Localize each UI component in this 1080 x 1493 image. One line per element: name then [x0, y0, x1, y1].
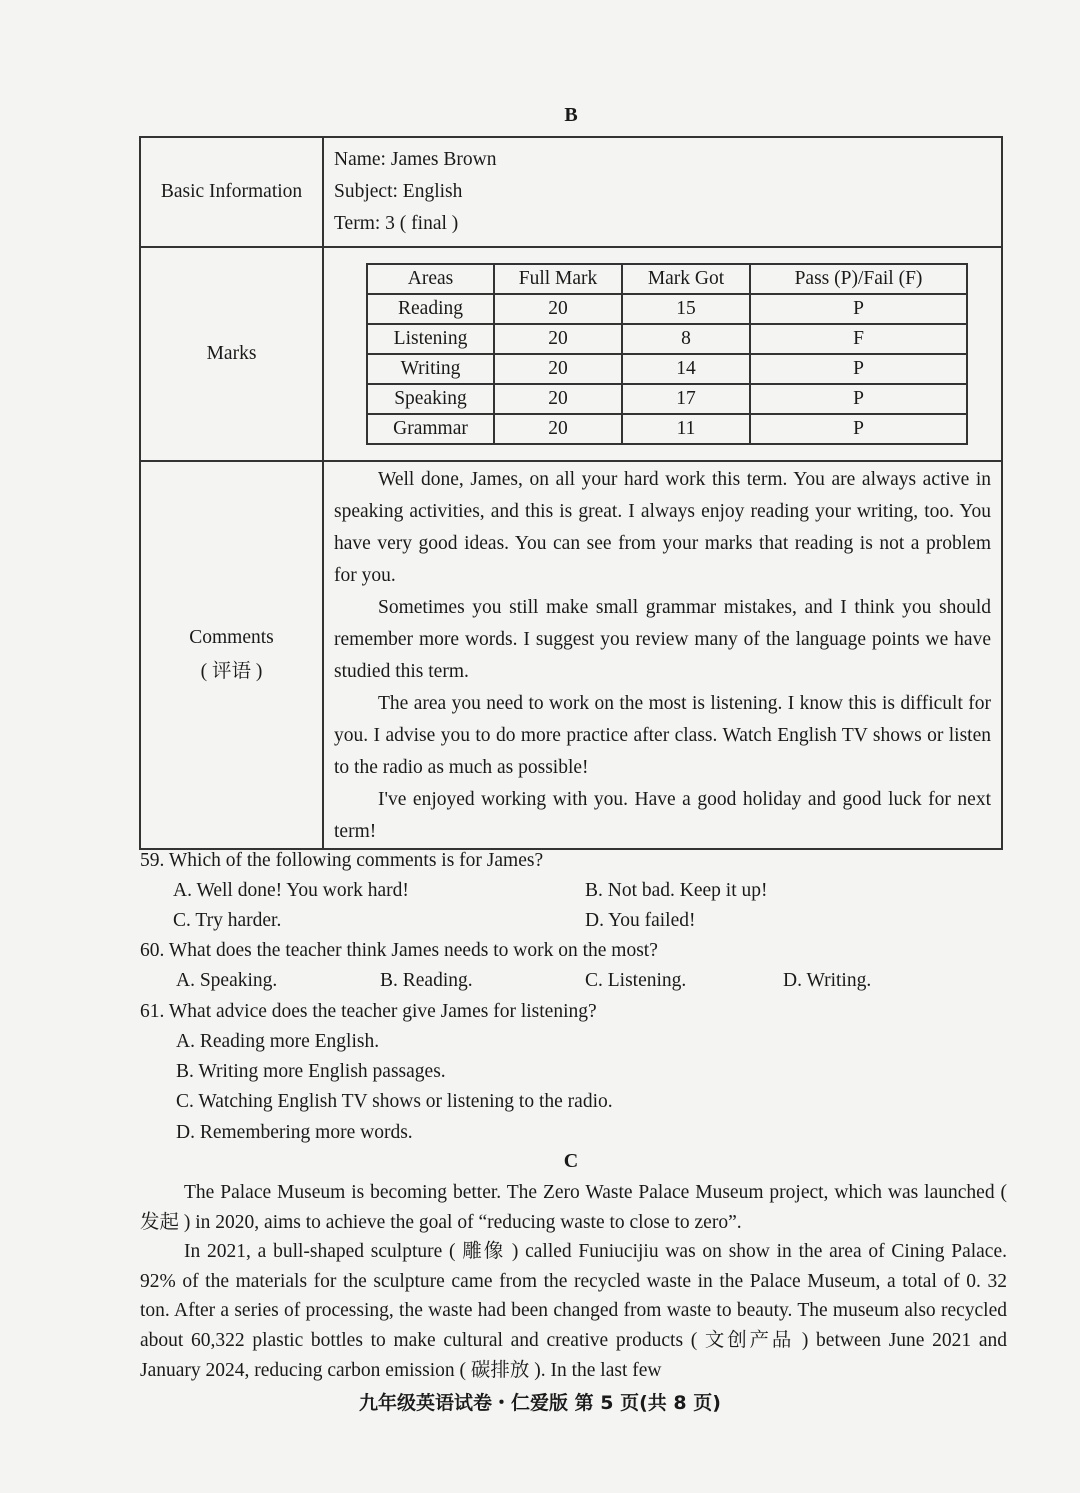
- comments-label-cell: [140, 461, 323, 849]
- area-cell: Listening: [367, 324, 494, 354]
- table-row: [367, 354, 967, 384]
- comment-paragraph: Well done, James, on all your hard work this term. You are always active in speaking activities, and this is great. I always enjoy reading your writing, too. You have very good ideas. You can see from your marks that reading is not a problem for you.: [334, 469, 991, 586]
- comment-paragraph: I've enjoyed working with you. Have a good holiday and good luck for next term!: [334, 789, 991, 842]
- basic-info-row: [140, 137, 1002, 247]
- header-areas: Areas: [367, 264, 494, 294]
- passage-paragraph: The Palace Museum is becoming better. The Zero Waste Palace Museum project, which was launched ( 发起 ) in 2020, aims to achieve the goal of “reducing waste to close to zero”.: [140, 1182, 1007, 1233]
- basic-info-label: Basic Information: [140, 137, 323, 247]
- marks-header-row: [367, 264, 967, 294]
- comment-paragraph: The area you need to work on the most is listening. I know this is difficult for you. I advise you to do more practice after class. Watch English TV shows or listen to the radio as much as possible!: [334, 693, 991, 778]
- header-full-mark: Full Mark: [494, 264, 622, 294]
- question-61-stem: 61. What advice does the teacher give James for listening?: [140, 1001, 597, 1022]
- area-cell: Reading: [367, 294, 494, 324]
- question-60-option-b[interactable]: B. Reading.: [380, 970, 473, 991]
- mark-got-cell: 15: [622, 294, 750, 324]
- mark-got-cell: 14: [622, 354, 750, 384]
- full-mark-cell: 20: [494, 294, 622, 324]
- question-60-stem: 60. What does the teacher think James needs to work on the most?: [140, 940, 658, 961]
- header-mark-got: Mark Got: [622, 264, 750, 294]
- name-line: Name: James Brown: [334, 149, 497, 170]
- question-60-option-d[interactable]: D. Writing.: [783, 970, 872, 991]
- area-cell: Speaking: [367, 384, 494, 414]
- basic-info-cell: [323, 137, 1002, 247]
- pass-fail-cell: F: [750, 324, 967, 354]
- question-60-option-c[interactable]: C. Listening.: [585, 970, 687, 991]
- comments-cell: [323, 461, 1002, 849]
- table-row: [367, 294, 967, 324]
- full-mark-cell: 20: [494, 414, 622, 444]
- term-line: Term: 3 ( final ): [334, 213, 459, 234]
- full-mark-cell: 20: [494, 324, 622, 354]
- area-cell: Writing: [367, 354, 494, 384]
- question-61-option-d[interactable]: D. Remembering more words.: [176, 1122, 413, 1143]
- question-61-option-c[interactable]: C. Watching English TV shows or listening to the radio.: [176, 1091, 613, 1112]
- comments-label-cn: ( 评语 ): [200, 661, 263, 682]
- marks-row: [140, 247, 1002, 461]
- question-59-option-c[interactable]: C. Try harder.: [173, 910, 282, 931]
- section-b-title: B: [564, 104, 578, 126]
- comments-row: [140, 461, 1002, 849]
- section-c-passage: [140, 1178, 1007, 1385]
- marks-label: Marks: [140, 247, 323, 461]
- table-row: [367, 324, 967, 354]
- report-card-table: [139, 136, 1003, 850]
- marks-cell: [323, 247, 1002, 461]
- comment-paragraph: Sometimes you still make small grammar mistakes, and I think you should remember more words. I suggest you review many of the language points we have studied this term.: [334, 597, 991, 682]
- table-row: [367, 414, 967, 444]
- question-59-option-a[interactable]: A. Well done! You work hard!: [173, 880, 409, 901]
- question-61-option-a[interactable]: A. Reading more English.: [176, 1031, 380, 1052]
- pass-fail-cell: P: [750, 414, 967, 444]
- section-c-title: C: [563, 1150, 579, 1172]
- full-mark-cell: 20: [494, 354, 622, 384]
- header-pass-fail: Pass (P)/Fail (F): [750, 264, 967, 294]
- full-mark-cell: 20: [494, 384, 622, 414]
- comments-label: Comments: [189, 627, 274, 648]
- mark-got-cell: 11: [622, 414, 750, 444]
- subject-line: Subject: English: [334, 181, 463, 202]
- passage-paragraph: In 2021, a bull-shaped sculpture ( 雕像 ) called Funiucijiu was on show in the area of Cining Palace. 92% of the materials for the sculpture came from the recycled waste in the Palace Museum, a total of 0. 32 ton. After a series of processing, the waste had been changed from waste to beauty. The museum also recycled about 60,322 plastic bottles to make cultural and creative products ( 文创产品 ) between June 2021 and January 2024, reducing carbon emission ( 碳排放 ). In the last few: [140, 1241, 1007, 1381]
- area-cell: Grammar: [367, 414, 494, 444]
- page-footer: 九年级英语试卷・仁爱版 第 5 页(共 8 页): [359, 1392, 721, 1414]
- pass-fail-cell: P: [750, 354, 967, 384]
- mark-got-cell: 8: [622, 324, 750, 354]
- mark-got-cell: 17: [622, 384, 750, 414]
- pass-fail-cell: P: [750, 294, 967, 324]
- question-59-option-d[interactable]: D. You failed!: [585, 910, 696, 931]
- question-60-option-a[interactable]: A. Speaking.: [176, 970, 278, 991]
- table-row: [367, 384, 967, 414]
- question-61-option-b[interactable]: B. Writing more English passages.: [176, 1061, 446, 1082]
- marks-table: [366, 263, 968, 445]
- pass-fail-cell: P: [750, 384, 967, 414]
- question-59-option-b[interactable]: B. Not bad. Keep it up!: [585, 880, 768, 901]
- question-59-stem: 59. Which of the following comments is for James?: [140, 850, 544, 871]
